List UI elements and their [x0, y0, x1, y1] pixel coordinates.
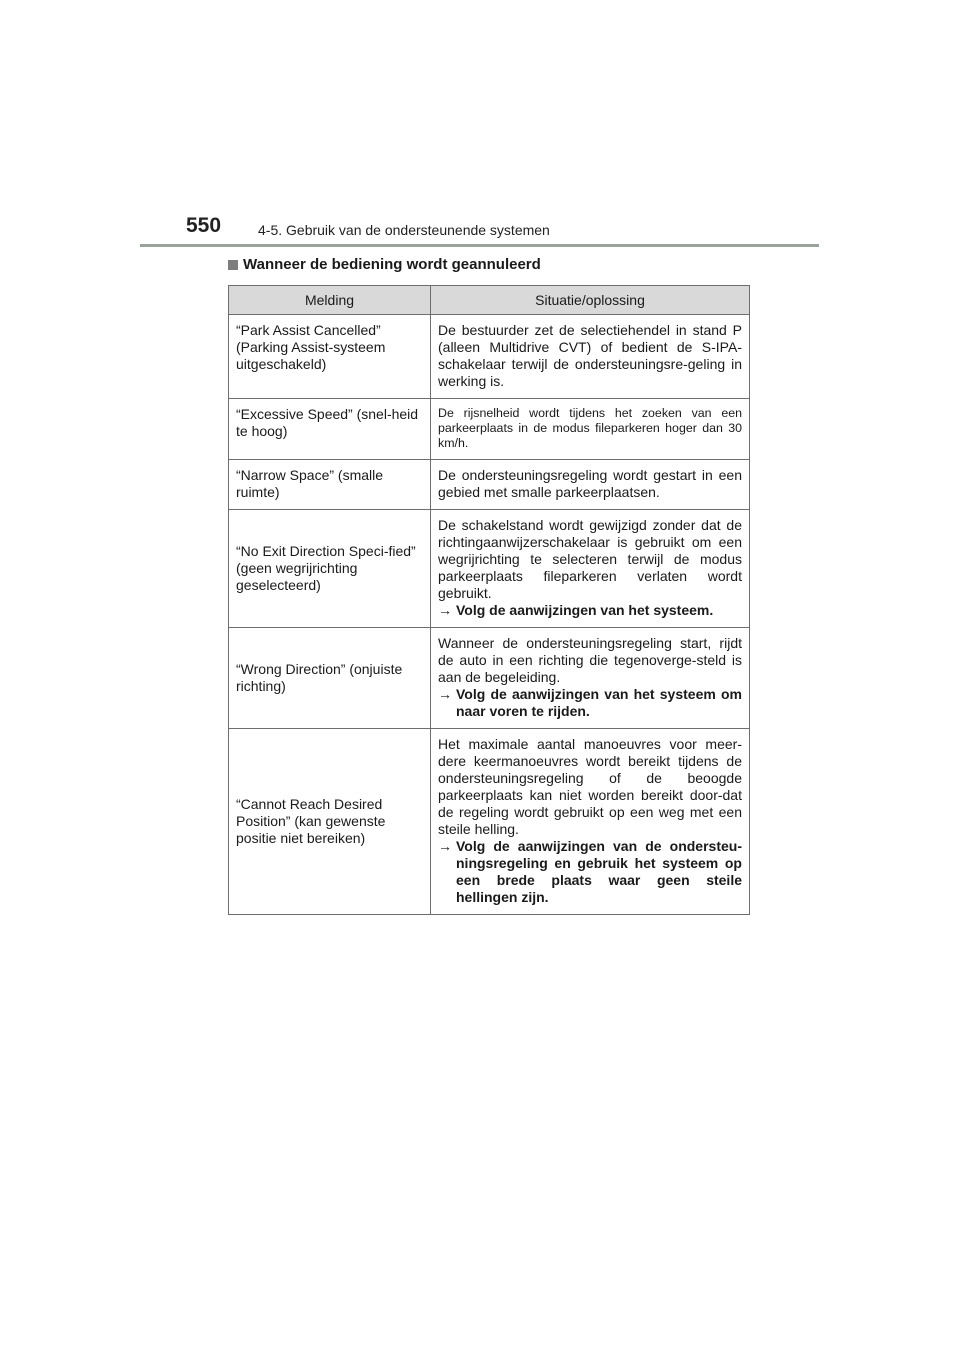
- situation-cell: [431, 628, 750, 729]
- situation-text: De bestuurder zet de selectiehendel in stand P (alleen Multidrive CVT) of bedient de S-IPA-schakelaar terwijl de ondersteuningsre-geling in werking is.: [438, 322, 742, 389]
- message-cell: “Narrow Space” (smalle ruimte): [229, 460, 431, 510]
- table-row: [229, 628, 750, 729]
- action-line: [438, 602, 742, 619]
- table-row: [229, 399, 750, 460]
- situation-text: De rijsnelheid wordt tijdens het zoeken van een parkeerplaats in de modus fileparkeren hoger dan 30 km/h.: [438, 406, 742, 450]
- situation-text: Wanneer de ondersteuningsregeling start, rijdt de auto in een richting die tegenoverge-steld is aan de begeleiding.: [438, 635, 742, 685]
- situation-cell: [431, 510, 750, 628]
- situation-cell: [431, 399, 750, 460]
- situation-cell: [431, 460, 750, 510]
- subsection-title: Wanneer de bediening wordt geannuleerd: [243, 256, 541, 273]
- arrow-right-icon: →: [438, 602, 452, 618]
- page-number: 550: [186, 214, 222, 237]
- situation-text: Het maximale aantal manoeuvres voor meer-dere keermanoeuvres wordt bereikt tijdens de ondersteuningsregeling of de beoogde parkeerplaats kan niet worden bereikt door-dat de regeling wordt gebruikt op een weg met een steile helling.: [438, 736, 742, 837]
- action-text: Volg de aanwijzingen van het systeem.: [456, 602, 714, 618]
- column-header-melding: Melding: [229, 286, 431, 315]
- section-header: 4-5. Gebruik van de ondersteunende systemen: [258, 222, 550, 238]
- situation-text: De schakelstand wordt gewijzigd zonder dat de richtingaanwijzerschakelaar is gebruikt om een wegrijrichting te selecteren terwijl de modus parkeerplaats fileparkeren verlaten wordt gebruikt.: [438, 517, 742, 601]
- arrow-right-icon: →: [438, 838, 452, 854]
- action-line: [438, 686, 742, 720]
- message-table: [228, 285, 750, 915]
- message-cell: “No Exit Direction Speci-fied” (geen wegrijrichting geselecteerd): [229, 510, 431, 628]
- message-cell: “Cannot Reach Desired Position” (kan gewenste positie niet bereiken): [229, 729, 431, 915]
- table-header-row: [229, 286, 750, 315]
- action-text: Volg de aanwijzingen van de ondersteu-ningsregeling en gebruik het systeem op een brede plaats waar geen steile hellingen zijn.: [456, 838, 742, 905]
- table-row: [229, 460, 750, 510]
- square-bullet-icon: [228, 260, 238, 270]
- situation-cell: [431, 729, 750, 915]
- message-cell: “Park Assist Cancelled” (Parking Assist-systeem uitgeschakeld): [229, 315, 431, 399]
- action-text: Volg de aanwijzingen van het systeem om naar voren te rijden.: [456, 686, 742, 719]
- table-row: [229, 729, 750, 915]
- subsection-heading: [228, 256, 541, 273]
- message-cell: “Excessive Speed” (snel-heid te hoog): [229, 399, 431, 460]
- arrow-right-icon: →: [438, 686, 452, 702]
- situation-text: De ondersteuningsregeling wordt gestart in een gebied met smalle parkeerplaatsen.: [438, 467, 742, 500]
- action-line: [438, 838, 742, 906]
- table-row: [229, 510, 750, 628]
- message-cell: “Wrong Direction” (onjuiste richting): [229, 628, 431, 729]
- situation-cell: [431, 315, 750, 399]
- header-rule: [140, 244, 819, 247]
- column-header-situatie: Situatie/oplossing: [431, 286, 750, 315]
- table-row: [229, 315, 750, 399]
